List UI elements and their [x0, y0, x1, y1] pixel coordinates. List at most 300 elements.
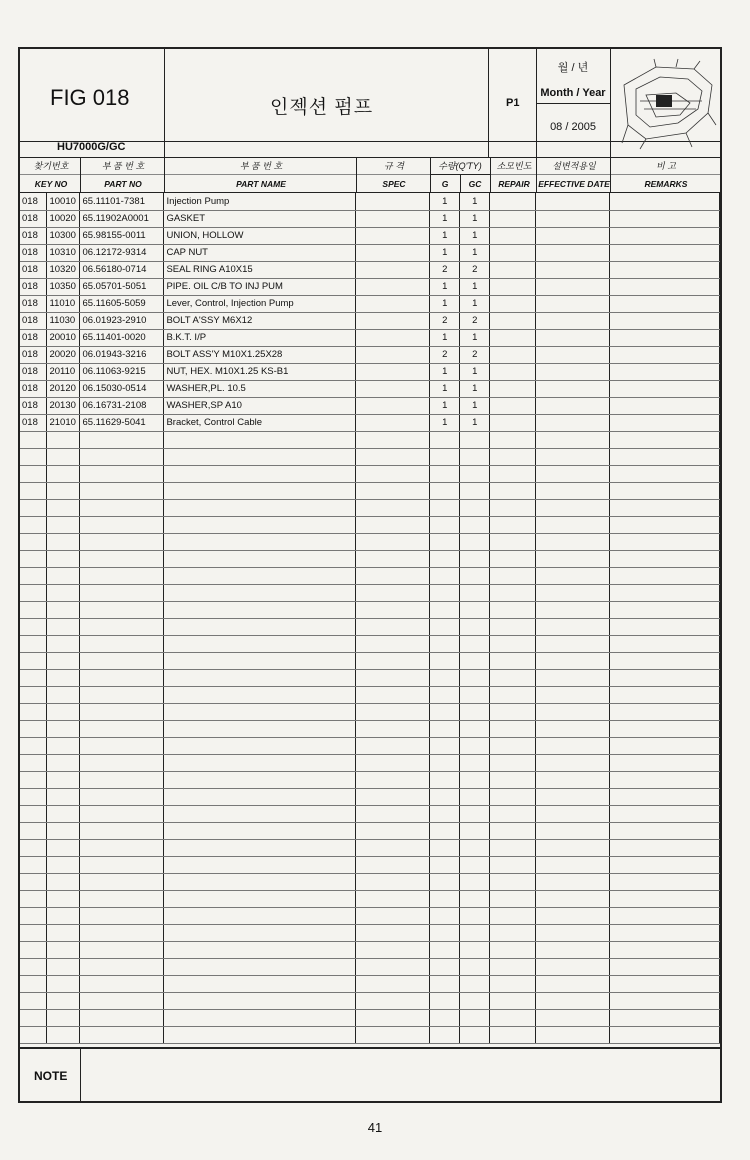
cell-part: [80, 669, 164, 686]
table-row: [20, 890, 720, 907]
cell-part: [80, 856, 164, 873]
cell-name: [164, 448, 356, 465]
cell-key: [47, 482, 80, 499]
cell-eff: [536, 924, 610, 941]
cell-g: [430, 1026, 460, 1043]
table-row: [20, 839, 720, 856]
cell-spec: [356, 482, 430, 499]
cell-g: [430, 499, 460, 516]
cell-fig: [20, 448, 47, 465]
cell-rem: [610, 992, 720, 1009]
cell-rem: [610, 261, 720, 278]
cell-rem: [610, 448, 720, 465]
cell-fig: [20, 669, 47, 686]
cell-eff: [536, 975, 610, 992]
cell-g: [430, 567, 460, 584]
table-row: [20, 210, 720, 227]
cell-repair: [490, 822, 536, 839]
cell-rem: [610, 550, 720, 567]
cell-name: [164, 720, 356, 737]
cell-gc: [460, 805, 490, 822]
cell-spec: [356, 873, 430, 890]
cell-rem: [610, 482, 720, 499]
cell-fig: [20, 754, 47, 771]
cell-repair: [490, 363, 536, 380]
cell-eff: [536, 380, 610, 397]
cell-key: 10320: [47, 261, 80, 278]
cell-gc: [460, 737, 490, 754]
col-part-en: PART NO: [104, 179, 142, 189]
cell-g: [430, 754, 460, 771]
cell-g: [430, 533, 460, 550]
cell-key: [47, 839, 80, 856]
cell-name: BOLT ASS'Y M10X1.25X28: [164, 346, 356, 363]
cell-key: 10300: [47, 227, 80, 244]
cell-spec: [356, 380, 430, 397]
cell-rem: [610, 278, 720, 295]
cell-key: [47, 601, 80, 618]
cell-eff: [536, 499, 610, 516]
cell-g: [430, 635, 460, 652]
cell-rem: [610, 397, 720, 414]
cell-spec: [356, 278, 430, 295]
cell-rem: [610, 890, 720, 907]
cell-g: [430, 992, 460, 1009]
cell-repair: [490, 618, 536, 635]
table-row: [20, 635, 720, 652]
cell-repair: [490, 482, 536, 499]
cell-repair: [490, 992, 536, 1009]
cell-spec: [356, 703, 430, 720]
cell-rem: [610, 193, 720, 210]
cell-repair: [490, 771, 536, 788]
cell-repair: [490, 873, 536, 890]
cell-spec: [356, 210, 430, 227]
cell-g: [430, 907, 460, 924]
cell-eff: [536, 669, 610, 686]
cell-spec: [356, 856, 430, 873]
cell-fig: [20, 890, 47, 907]
table-row: [20, 516, 720, 533]
cell-part: 65.11401-0020: [80, 329, 164, 346]
cell-fig: 018: [20, 346, 47, 363]
cell-g: 2: [430, 346, 460, 363]
cell-eff: [536, 465, 610, 482]
cell-key: [47, 618, 80, 635]
cell-eff: [536, 686, 610, 703]
cell-rem: [610, 805, 720, 822]
cell-gc: [460, 924, 490, 941]
cell-fig: [20, 839, 47, 856]
cell-repair: [490, 941, 536, 958]
figure-number: FIG 018: [50, 85, 130, 110]
table-row: [20, 244, 720, 261]
cell-part: [80, 754, 164, 771]
cell-spec: [356, 244, 430, 261]
cell-eff: [536, 754, 610, 771]
cell-gc: 1: [460, 193, 490, 210]
cell-key: [47, 584, 80, 601]
cell-fig: [20, 924, 47, 941]
cell-spec: [356, 448, 430, 465]
cell-eff: [536, 533, 610, 550]
cell-fig: 018: [20, 363, 47, 380]
table-row: [20, 601, 720, 618]
cell-name: [164, 805, 356, 822]
cell-gc: [460, 431, 490, 448]
cell-g: [430, 448, 460, 465]
col-eff-en: EFFECTIVE DATE: [538, 179, 610, 189]
cell-key: [47, 669, 80, 686]
cell-part: [80, 499, 164, 516]
cell-spec: [356, 788, 430, 805]
cell-g: [430, 550, 460, 567]
table-row: [20, 1009, 720, 1026]
cell-g: [430, 601, 460, 618]
month-year-ko: 월 / 년: [557, 62, 589, 74]
cell-rem: [610, 414, 720, 431]
cell-key: 10020: [47, 210, 80, 227]
cell-gc: [460, 941, 490, 958]
cell-name: [164, 533, 356, 550]
cell-name: NUT, HEX. M10X1.25 KS-B1: [164, 363, 356, 380]
cell-eff: [536, 584, 610, 601]
table-row: [20, 992, 720, 1009]
cell-g: 1: [430, 227, 460, 244]
cell-rem: [610, 924, 720, 941]
cell-repair: [490, 431, 536, 448]
cell-repair: [490, 754, 536, 771]
cell-gc: 1: [460, 397, 490, 414]
cell-rem: [610, 516, 720, 533]
cell-part: [80, 1026, 164, 1043]
page-code: P1: [506, 97, 520, 109]
cell-spec: [356, 499, 430, 516]
cell-gc: 2: [460, 346, 490, 363]
cell-name: Injection Pump: [164, 193, 356, 210]
cell-part: [80, 567, 164, 584]
cell-fig: [20, 533, 47, 550]
cell-fig: [20, 975, 47, 992]
cell-repair: [490, 329, 536, 346]
cell-repair: [490, 448, 536, 465]
cell-part: [80, 975, 164, 992]
cell-gc: 1: [460, 244, 490, 261]
cell-fig: [20, 822, 47, 839]
cell-eff: [536, 278, 610, 295]
cell-name: [164, 516, 356, 533]
cell-repair: [490, 567, 536, 584]
cell-gc: [460, 533, 490, 550]
cell-g: 2: [430, 261, 460, 278]
table-row: [20, 720, 720, 737]
cell-name: [164, 822, 356, 839]
table-row: [20, 482, 720, 499]
cell-key: [47, 754, 80, 771]
cell-key: [47, 737, 80, 754]
table-row: [20, 499, 720, 516]
cell-name: [164, 431, 356, 448]
cell-gc: 1: [460, 414, 490, 431]
cell-key: [47, 465, 80, 482]
cell-rem: [610, 499, 720, 516]
table-row: [20, 278, 720, 295]
cell-gc: [460, 516, 490, 533]
cell-repair: [490, 975, 536, 992]
cell-fig: [20, 601, 47, 618]
cell-repair: [490, 465, 536, 482]
cell-gc: [460, 822, 490, 839]
cell-spec: [356, 720, 430, 737]
cell-repair: [490, 652, 536, 669]
cell-part: [80, 805, 164, 822]
cell-eff: [536, 890, 610, 907]
cell-rem: [610, 329, 720, 346]
cell-spec: [356, 754, 430, 771]
cell-part: [80, 533, 164, 550]
cell-eff: [536, 873, 610, 890]
cell-spec: [356, 669, 430, 686]
cell-eff: [536, 567, 610, 584]
cell-key: 10310: [47, 244, 80, 261]
cell-rem: [610, 312, 720, 329]
cell-fig: [20, 805, 47, 822]
cell-spec: [356, 550, 430, 567]
cell-repair: [490, 550, 536, 567]
cell-g: 1: [430, 363, 460, 380]
cell-gc: [460, 584, 490, 601]
cell-name: [164, 550, 356, 567]
cell-fig: [20, 720, 47, 737]
cell-part: [80, 618, 164, 635]
cell-key: [47, 635, 80, 652]
cell-rem: [610, 652, 720, 669]
cell-repair: [490, 907, 536, 924]
table-row: [20, 380, 720, 397]
cell-gc: [460, 788, 490, 805]
cell-repair: [490, 584, 536, 601]
cell-gc: [460, 465, 490, 482]
cell-fig: 018: [20, 312, 47, 329]
cell-spec: [356, 805, 430, 822]
cell-rem: [610, 567, 720, 584]
cell-spec: [356, 295, 430, 312]
cell-part: 06.01923-2910: [80, 312, 164, 329]
cell-part: [80, 788, 164, 805]
cell-repair: [490, 193, 536, 210]
cell-fig: [20, 1026, 47, 1043]
cell-eff: [536, 414, 610, 431]
col-eff-ko: 설변적용일: [552, 161, 596, 171]
cell-repair: [490, 805, 536, 822]
cell-fig: [20, 550, 47, 567]
month-year-en: Month / Year: [540, 87, 606, 99]
cell-fig: [20, 516, 47, 533]
cell-repair: [490, 958, 536, 975]
cell-key: [47, 890, 80, 907]
cell-fig: 018: [20, 210, 47, 227]
cell-name: [164, 618, 356, 635]
cell-part: [80, 907, 164, 924]
cell-g: [430, 669, 460, 686]
cell-key: 20010: [47, 329, 80, 346]
cell-g: [430, 482, 460, 499]
cell-fig: 018: [20, 278, 47, 295]
cell-rem: [610, 635, 720, 652]
cell-fig: [20, 737, 47, 754]
col-part-ko: 부 품 번 호: [101, 161, 145, 171]
table-row: [20, 618, 720, 635]
cell-gc: [460, 601, 490, 618]
cell-key: [47, 958, 80, 975]
cell-eff: [536, 771, 610, 788]
cell-g: [430, 686, 460, 703]
cell-fig: 018: [20, 193, 47, 210]
table-row: [20, 873, 720, 890]
cell-fig: 018: [20, 397, 47, 414]
cell-key: [47, 873, 80, 890]
cell-part: [80, 992, 164, 1009]
cell-fig: 018: [20, 414, 47, 431]
cell-part: 06.15030-0514: [80, 380, 164, 397]
machine-illustration: [616, 55, 720, 151]
table-row: [20, 652, 720, 669]
cell-eff: [536, 1026, 610, 1043]
cell-key: 10010: [47, 193, 80, 210]
parts-list-sheet: [18, 47, 722, 1103]
cell-name: [164, 635, 356, 652]
cell-gc: 2: [460, 312, 490, 329]
cell-key: 20020: [47, 346, 80, 363]
table-row: [20, 431, 720, 448]
cell-spec: [356, 975, 430, 992]
cell-g: 1: [430, 329, 460, 346]
cell-gc: [460, 975, 490, 992]
cell-spec: [356, 329, 430, 346]
cell-repair: [490, 839, 536, 856]
cell-part: [80, 890, 164, 907]
col-rem-en: REMARKS: [644, 179, 688, 189]
cell-fig: [20, 907, 47, 924]
cell-repair: [490, 924, 536, 941]
cell-fig: [20, 703, 47, 720]
cell-g: 1: [430, 380, 460, 397]
cell-rem: [610, 754, 720, 771]
cell-gc: 1: [460, 227, 490, 244]
cell-key: [47, 516, 80, 533]
cell-eff: [536, 346, 610, 363]
cell-g: [430, 771, 460, 788]
table-row: [20, 346, 720, 363]
cell-rem: [610, 380, 720, 397]
table-row: [20, 941, 720, 958]
cell-key: 11030: [47, 312, 80, 329]
cell-eff: [536, 193, 610, 210]
cell-spec: [356, 193, 430, 210]
cell-g: [430, 465, 460, 482]
cell-eff: [536, 295, 610, 312]
cell-name: UNION, HOLLOW: [164, 227, 356, 244]
cell-part: [80, 924, 164, 941]
cell-key: [47, 941, 80, 958]
table-row: [20, 448, 720, 465]
cell-g: [430, 924, 460, 941]
cell-eff: [536, 550, 610, 567]
cell-eff: [536, 261, 610, 278]
cell-gc: [460, 686, 490, 703]
cell-part: [80, 584, 164, 601]
cell-repair: [490, 295, 536, 312]
cell-rem: [610, 669, 720, 686]
cell-name: [164, 975, 356, 992]
cell-eff: [536, 601, 610, 618]
cell-g: [430, 618, 460, 635]
cell-repair: [490, 686, 536, 703]
cell-eff: [536, 618, 610, 635]
cell-eff: [536, 788, 610, 805]
cell-spec: [356, 992, 430, 1009]
cell-key: [47, 788, 80, 805]
col-repair-ko: 소모빈도: [496, 161, 532, 171]
cell-spec: [356, 618, 430, 635]
cell-gc: [460, 652, 490, 669]
table-row: [20, 533, 720, 550]
cell-part: 65.05701-5051: [80, 278, 164, 295]
page-title: 인젝션 펌프: [270, 97, 374, 118]
table-row: [20, 397, 720, 414]
cell-key: [47, 652, 80, 669]
cell-key: 21010: [47, 414, 80, 431]
cell-eff: [536, 822, 610, 839]
cell-rem: [610, 839, 720, 856]
cell-part: [80, 465, 164, 482]
col-key-en: KEY NO: [34, 179, 68, 189]
cell-spec: [356, 397, 430, 414]
col-key-ko: 찾기번호: [33, 161, 69, 171]
col-repair-en: REPAIR: [498, 179, 530, 189]
table-row: [20, 771, 720, 788]
table-row: [20, 788, 720, 805]
cell-rem: [610, 584, 720, 601]
cell-rem: [610, 737, 720, 754]
cell-key: [47, 1009, 80, 1026]
cell-fig: [20, 567, 47, 584]
cell-g: [430, 856, 460, 873]
cell-repair: [490, 669, 536, 686]
cell-rem: [610, 958, 720, 975]
cell-name: [164, 465, 356, 482]
cell-part: [80, 431, 164, 448]
cell-key: [47, 907, 80, 924]
cell-g: [430, 822, 460, 839]
cell-repair: [490, 312, 536, 329]
cell-g: 1: [430, 414, 460, 431]
cell-part: [80, 873, 164, 890]
cell-spec: [356, 465, 430, 482]
cell-name: [164, 890, 356, 907]
cell-gc: 1: [460, 295, 490, 312]
table-row: [20, 567, 720, 584]
cell-fig: [20, 618, 47, 635]
cell-rem: [610, 346, 720, 363]
cell-part: 06.01943-3216: [80, 346, 164, 363]
cell-repair: [490, 227, 536, 244]
cell-key: 20130: [47, 397, 80, 414]
cell-name: [164, 482, 356, 499]
cell-repair: [490, 516, 536, 533]
cell-rem: [610, 788, 720, 805]
table-row: [20, 686, 720, 703]
